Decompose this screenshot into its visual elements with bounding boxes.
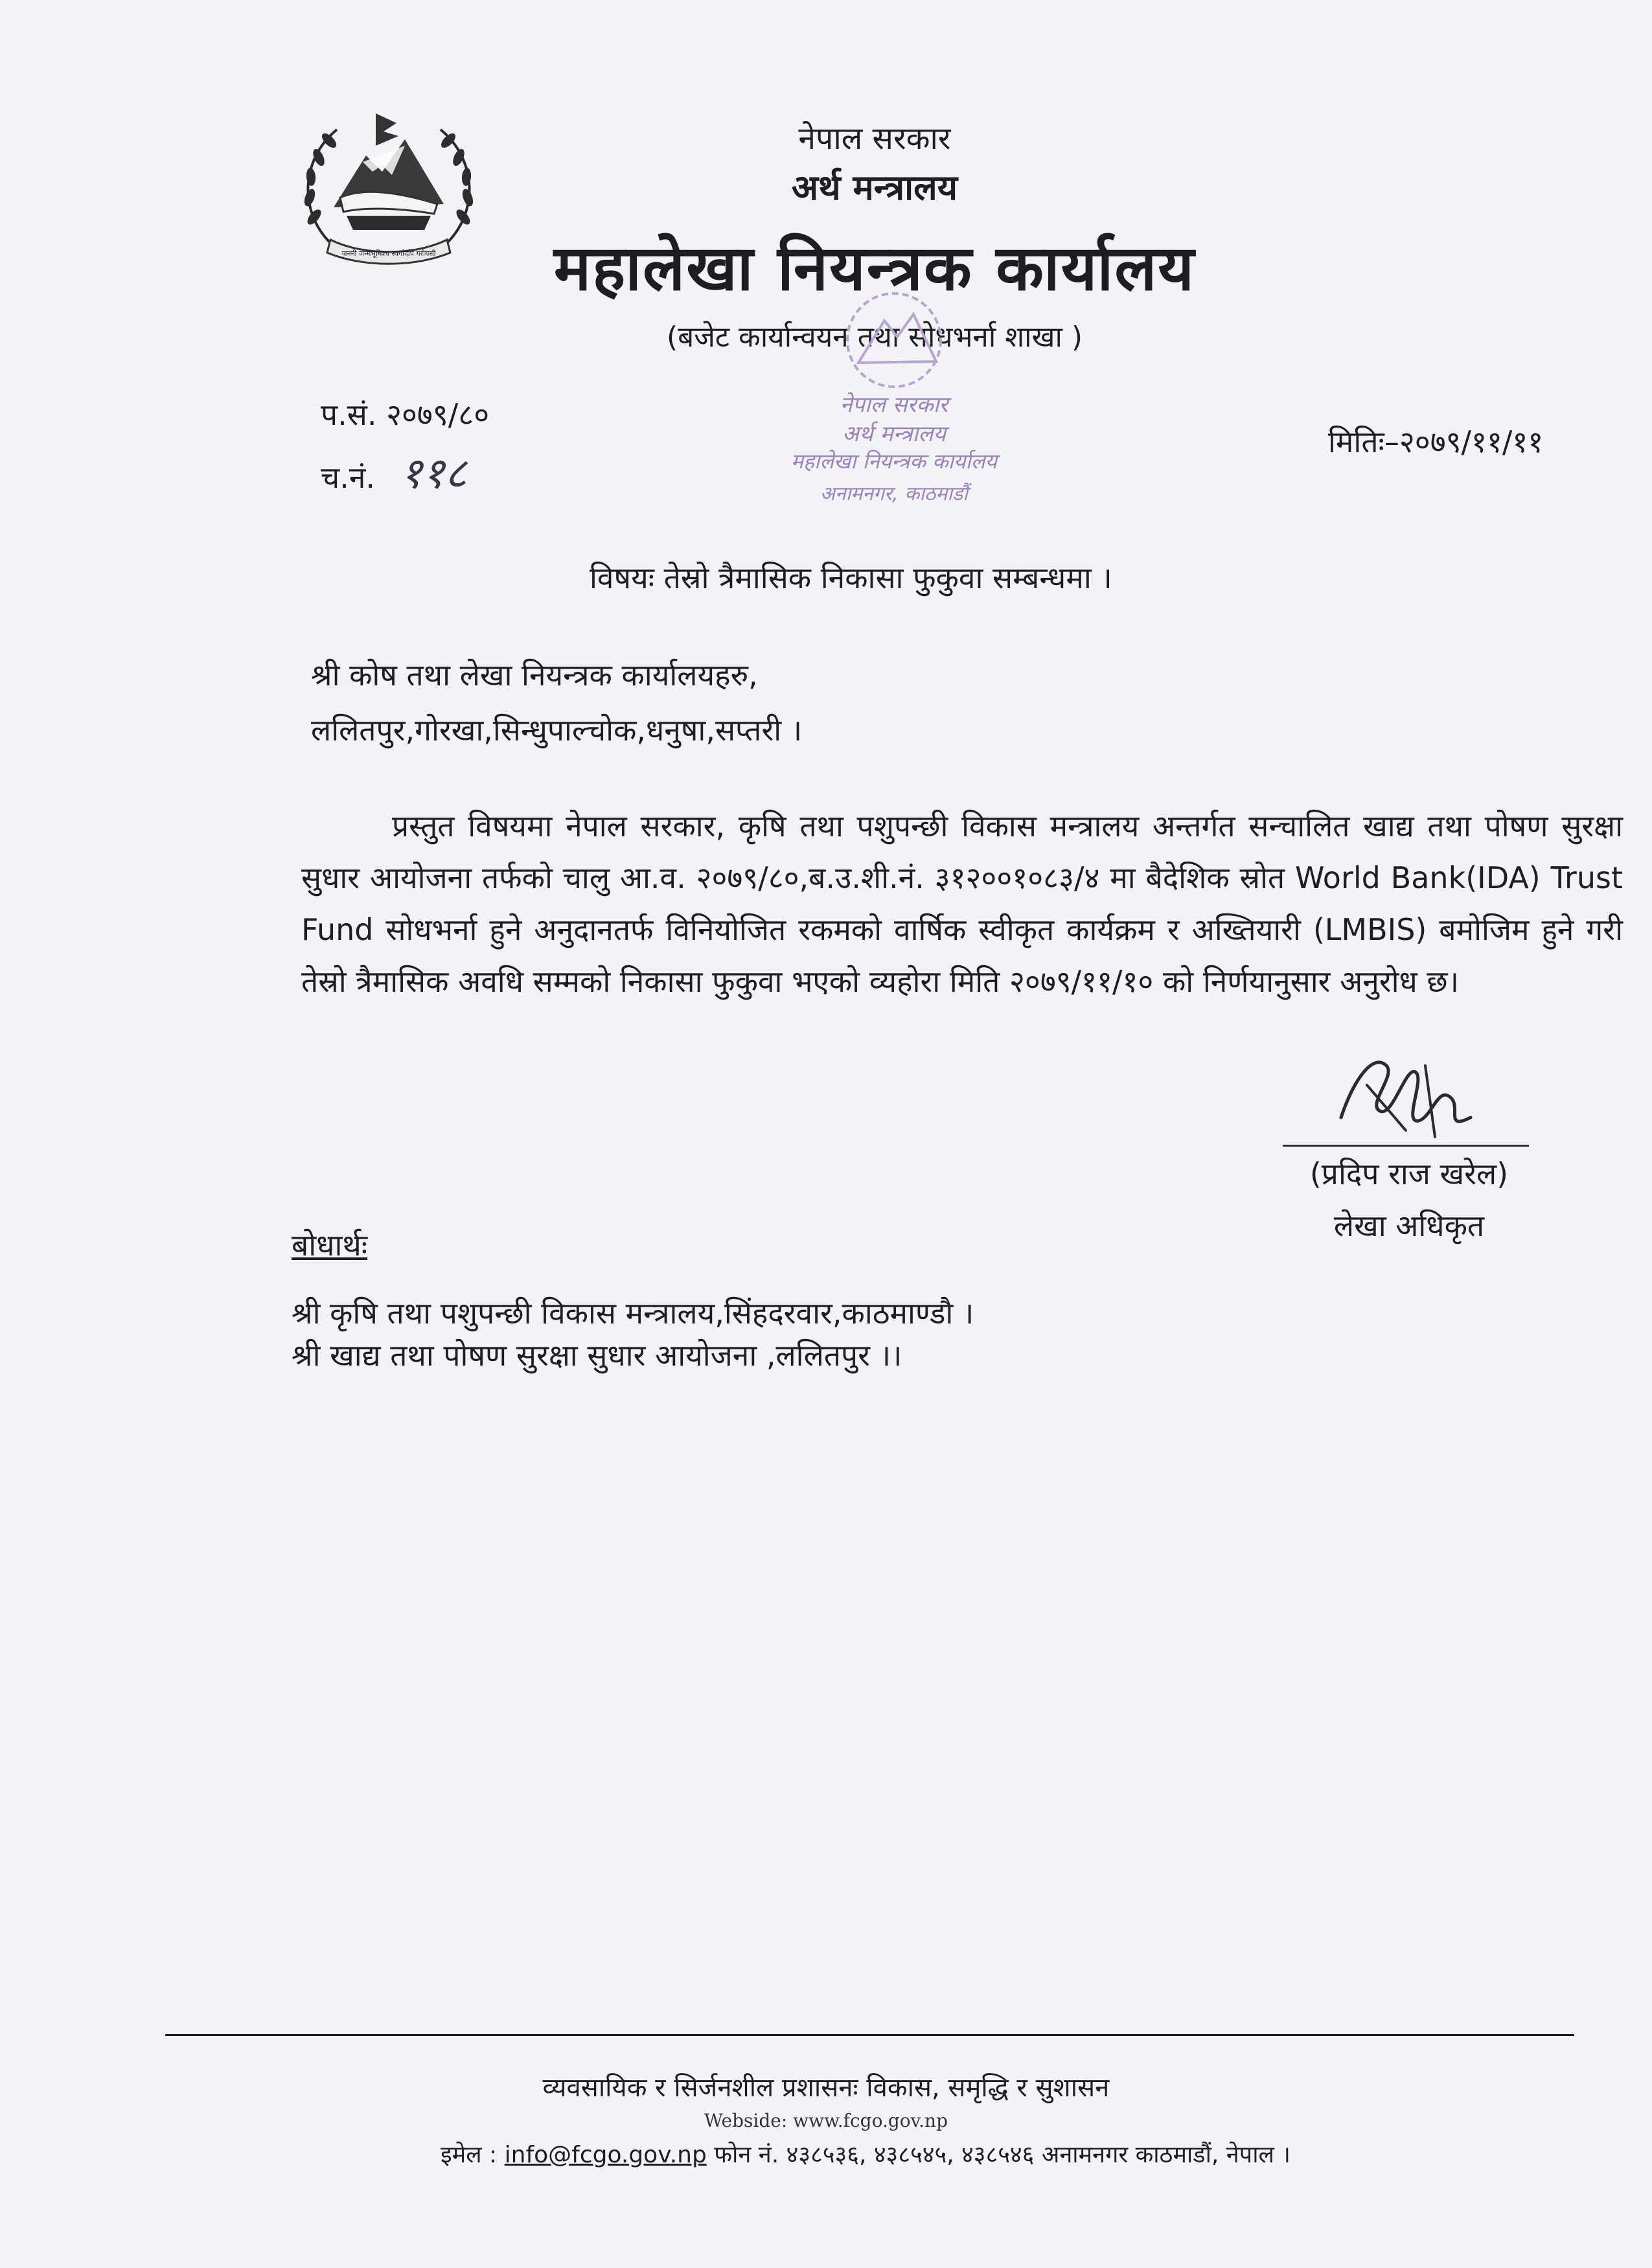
stamp-emblem-icon xyxy=(829,285,959,395)
letter-body: प्रस्तुत विषयमा नेपाल सरकार, कृषि तथा पशुपन्छी विकास मन्त्रालय अन्तर्गत सन्चालित खाद्य तथा पोषण सुरक्षा सुधार आयोजना तर्फको चालु आ.व. २०७९/८०,ब.उ.शी.नं. ३१२००१०८३/४ मा बैदेशिक स्रोत World Bank(IDA) Trust Fund सोधभर्ना हुने अनुदानतर्फ विनियोजित रकमको वार्षिक स्वीकृत कार्यक्रम र अख्तियारी (LMBIS) बमोजिम हुने गरी तेस्रो त्रैमासिक अवधि सम्मको निकासा फुकुवा भएको व्यहोरा मिति २०७९/११/१० को निर्णयानुसार अनुरोध छ। xyxy=(301,808,1623,999)
letter-subject: विषयः तेस्रो त्रैमासिक निकासा फुकुवा सम्बन्धमा । xyxy=(590,560,1112,595)
government-name: नेपाल सरकार xyxy=(798,120,951,157)
cn-label: च.नं. xyxy=(321,460,375,495)
emblem-caption: जननी जन्मभूमिश्च स्वर्गादपि गरीयसी xyxy=(341,249,436,258)
signatory-title: लेखा अधिकृत xyxy=(1333,1208,1485,1243)
signatory-name: (प्रदिप राज खरेल) xyxy=(1309,1156,1509,1191)
phone-address: फोन नं. ४३८५३६, ४३८५४५, ४३८५४६ अनामनगर काठमाडौं, नेपाल । xyxy=(714,2142,1291,2168)
signature-line xyxy=(1283,1145,1529,1147)
footer-motto: व्यवसायिक र सिर्जनशील प्रशासनः विकास, समृद्धि र सुशासन xyxy=(542,2073,1110,2103)
cc-line-2: श्री खाद्य तथा पोषण सुरक्षा सुधार आयोजना ,ललितपुर ।। xyxy=(292,1338,902,1373)
cn-value-handwritten: ११८ xyxy=(400,448,467,498)
footer-contact-line xyxy=(441,2138,1291,2170)
footer-divider xyxy=(165,2034,1574,2036)
ps-label: प.सं. xyxy=(321,397,377,432)
branch-name: (बजेट कार्यान्वयन तथा सोधभर्ना शाखा ) xyxy=(666,321,1083,354)
office-stamp xyxy=(758,285,1030,538)
addressee-line-1: श्री कोष तथा लेखा नियन्त्रक कार्यालयहरु, xyxy=(311,658,758,693)
stamp-line-2: अर्थ मन्त्रालय xyxy=(842,421,946,447)
cc-heading: बोधार्थः xyxy=(292,1228,368,1263)
letter-date: मितिः–२०७९/११/११ xyxy=(1328,424,1544,459)
ps-value: २०७९/८० xyxy=(386,397,490,432)
ministry-name: अर्थ मन्त्रालय xyxy=(791,167,958,208)
handwritten-signature xyxy=(1328,1040,1490,1150)
email-label: इमेल : xyxy=(441,2142,498,2168)
cn-number xyxy=(321,442,467,501)
stamp-line-4: अनामनगर, काठमाडौं xyxy=(820,483,968,505)
stamp-line-1: नेपाल सरकार xyxy=(840,392,948,418)
cc-line-1: श्री कृषि तथा पशुपन्छी विकास मन्त्रालय,सिंहदरवार,काठमाण्डौ । xyxy=(292,1296,974,1331)
office-name: महालेखा नियन्त्रक कार्यालय xyxy=(553,232,1196,304)
footer-website: Webside: www.fcgo.gov.np xyxy=(704,2110,948,2131)
addressee-line-2: ललितपुर,गोरखा,सिन्धुपाल्चोक,धनुषा,सप्तरी । xyxy=(311,713,803,748)
email-link[interactable]: info@fcgo.gov.np xyxy=(504,2142,707,2168)
ps-number xyxy=(321,394,489,434)
stamp-line-3: महालेखा नियन्त्रक कार्यालय xyxy=(790,449,998,474)
